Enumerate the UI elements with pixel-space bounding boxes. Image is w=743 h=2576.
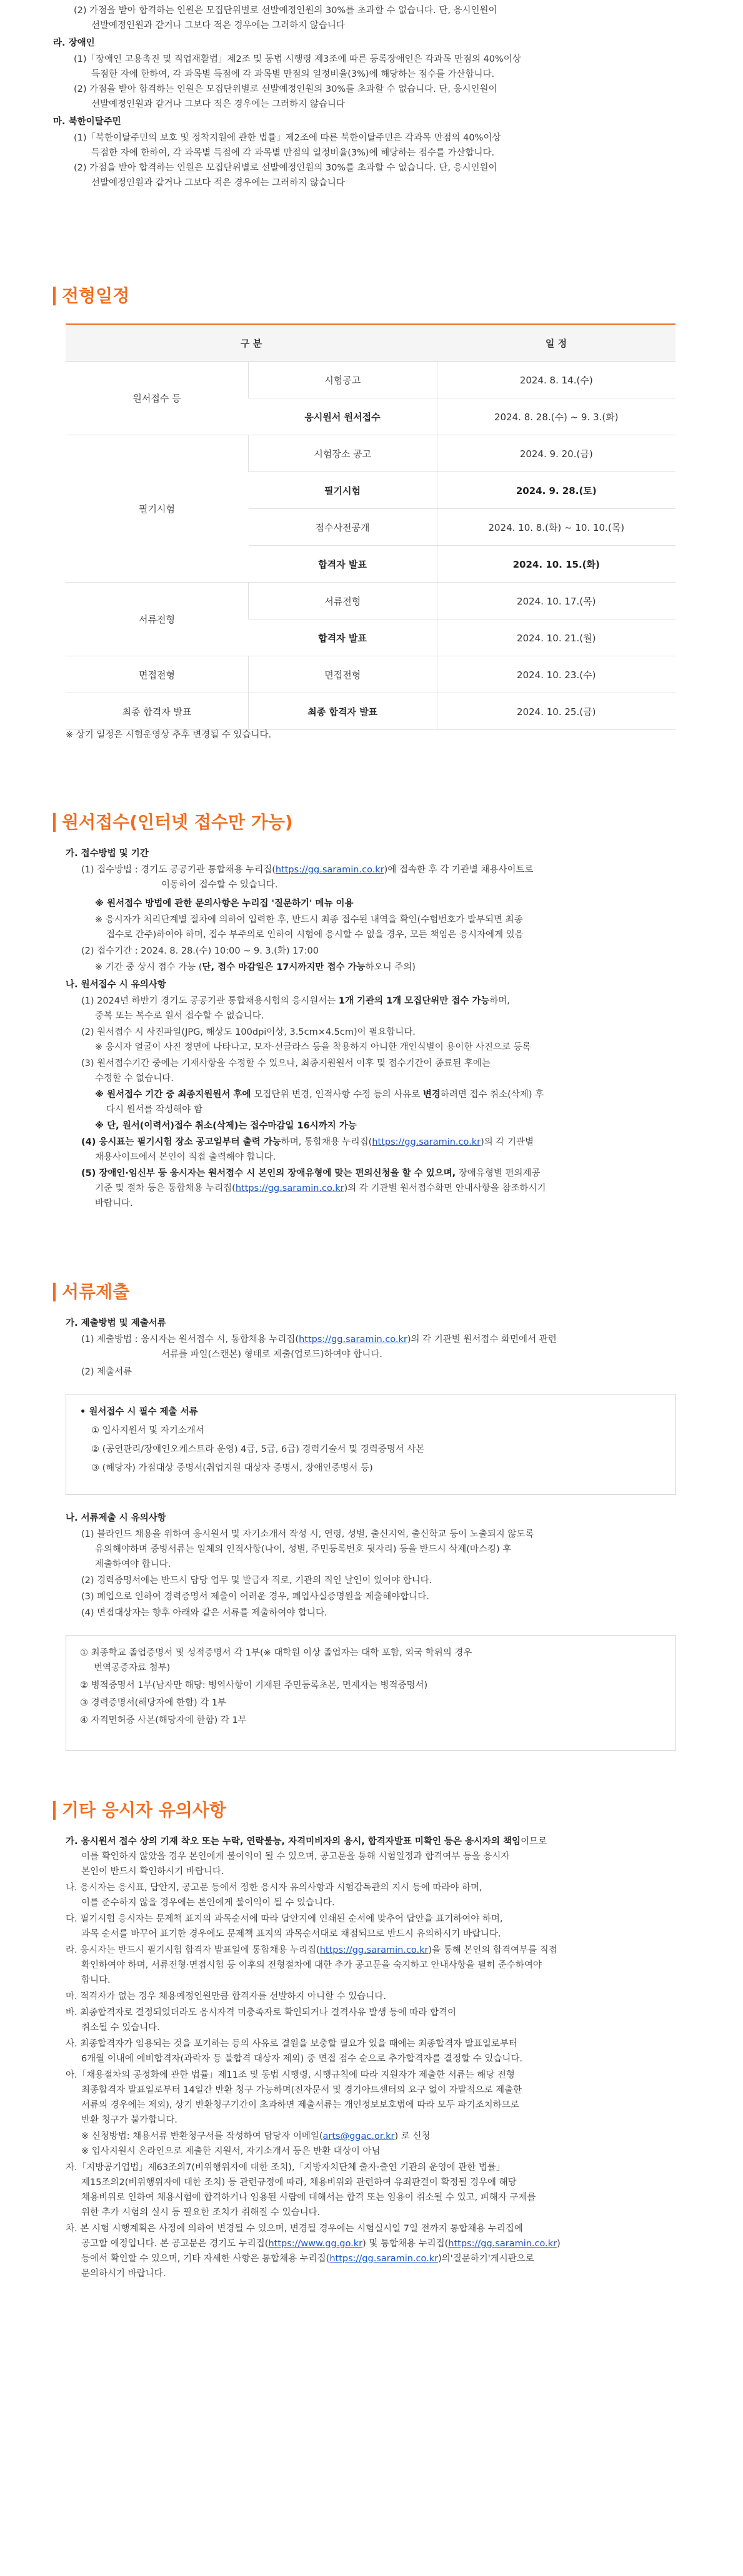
text-line: 채용비위로 인하여 채용시험에 합격하거나 임용된 사람에 대해서는 합격 또는 임용이 취소될 수 있고, 피해자 구제를 xyxy=(81,2193,536,2203)
list-item: ① 입사지원서 및 자기소개서 xyxy=(91,1426,204,1436)
text-line: (3) 폐업으로 인하여 경력증명서 제출이 어려운 경우, 폐업사실증명원을 제출해야합니다. xyxy=(81,1592,429,1602)
text-line: 이동하여 접수할 수 있습니다. xyxy=(161,880,278,890)
list-item: ② 병적증명서 1부(남자만 해당: 병역사항이 기재된 주민등록초본, 면제자는 병적증명서) xyxy=(80,1680,428,1690)
text-line: 사. 최종합격자가 임용되는 것을 포기하는 등의 사유로 결원을 보충할 필요가 있을 때에는 최종합격자 발표일로부터 xyxy=(66,2039,517,2049)
table-row xyxy=(66,362,676,398)
text-line: ※ 응시자가 처리단계별 절차에 의하여 입력한 후, 반드시 최종 접수된 내역을 확인(수험번호가 발부되면 최종 xyxy=(95,915,523,925)
text-line: (1) 블라인드 채용을 위하여 응시원서 및 자기소개서 작성 시, 연령, 성별, 출신지역, 출신학교 등이 노출되지 않도록 xyxy=(81,1529,534,1539)
section-title-other-notes: 기타 응시자 유의사항 xyxy=(53,1799,226,1822)
list-item: ③ 경력증명서(해당자에 한함) 각 1부 xyxy=(80,1698,227,1708)
table-cell-date: 2024. 9. 20.(금) xyxy=(437,435,676,472)
text-line: (4) 응시표는 필기시험 장소 공고일부터 출력 가능하며, 통합채용 누리집(https://gg.saramin.co.kr)의 각 기관별 xyxy=(81,1137,534,1147)
text-line: 선발예정인원과 같거나 그보다 적은 경우에는 그러하지 않습니다 xyxy=(91,178,345,188)
list-item: ④ 자격면허증 사본(해당자에 한함) 각 1부 xyxy=(80,1715,247,1725)
text-line: (2) 경력증명서에는 반드시 담당 업무 및 발급자 직로, 기관의 직인 날인이 있어야 합니다. xyxy=(81,1576,432,1586)
text-line: 선발예정인원과 같거나 그보다 적은 경우에는 그러하지 않습니다 xyxy=(91,99,345,109)
nuri-link[interactable]: https://gg.saramin.co.kr xyxy=(319,1945,429,1955)
list-item: ② (공연관리/장애인오케스트라 운영) 4급, 5급, 6급) 경력기술서 및 경력증명서 사본 xyxy=(91,1444,425,1454)
text-line: (1)「북한이탈주민의 보호 및 정착지원에 관한 법률」제2조에 따른 북한이탈주민은 각과목 만점의 40%이상 xyxy=(74,133,501,143)
table-cell-date: 2024. 8. 14.(수) xyxy=(437,362,676,398)
table-cell-item: 최종 합격자 발표 xyxy=(249,693,437,730)
table-cell-item: 합격자 발표 xyxy=(249,546,437,583)
text-line: 확인하여야 하며, 서류전형·면접시험 등 이후의 전형절차에 대한 추가 공고문을 숙지하고 안내사항을 필히 준수하여야 xyxy=(81,1960,542,1970)
table-cell-item: 시험공고 xyxy=(249,362,437,398)
table-cell-date: 2024. 10. 21.(월) xyxy=(437,619,676,656)
text-line: 선발예정인원과 같거나 그보다 적은 경우에는 그러하지 않습니다 xyxy=(91,21,345,31)
table-cell-group: 면접전형 xyxy=(66,656,249,693)
table-cell-item: 합격자 발표 xyxy=(249,619,437,656)
text-line: 접수로 간주)하여야 하며, 접수 부주의로 인하여 시험에 응시할 수 없을 경우, 모든 책임은 응시자에게 있음 xyxy=(106,930,524,940)
text-line: 가. 응시원서 접수 상의 기재 착오 또는 누락, 연락불능, 자격미비자의 응시, 합격자발표 미확인 등은 응시자의 책임이므로 xyxy=(66,1837,547,1847)
nuri-link[interactable]: https://gg.saramin.co.kr xyxy=(329,2254,439,2264)
text-line: 6개월 이내에 예비합격자(과락자 등 불합격 대상자 제외) 중 면접 점수 순으로 추가합격자를 결정할 수 있습니다. xyxy=(81,2054,522,2064)
text-line: 유의해야하며 증빙서류는 일체의 인적사항(나이, 성별, 주민등록번호 뒷자리) 등을 반드시 삭제(마스킹) 후 xyxy=(95,1544,512,1554)
text-line: 바. 최종합격자로 결정되었더라도 응시자격 미충족자로 확인되거나 결격사유 발생 등에 따라 합격이 xyxy=(66,2008,456,2018)
text-line: (2) 가점을 받아 합격하는 인원은 모집단위별로 선발예정인원의 30%를 초과할 수 없습니다. 단, 응시인원이 xyxy=(74,163,497,173)
table-cell-group: 서류전형 xyxy=(66,583,249,656)
text-line: 다시 원서를 작성해야 함 xyxy=(106,1105,202,1115)
section-title-documents: 서류제출 xyxy=(53,1280,129,1304)
note-bold: ※ 원서접수 방법에 관한 문의사항은 누리집 '질문하기' 메뉴 이용 xyxy=(95,899,354,909)
text-line: (4) 면접대상자는 향후 아래와 같은 서류를 제출하여야 합니다. xyxy=(81,1608,327,1618)
text-line: ※ 기간 중 상시 접수 가능 (단, 접수 마감일은 17시까지만 접수 가능하오니 주의) xyxy=(95,962,416,972)
list-item: 번역공증자료 첨부) xyxy=(94,1663,171,1673)
text-line: 차. 본 시험 시행계획은 사정에 의하여 변경될 수 있으며, 변경될 경우에는 시험실시일 7일 전까지 통합채용 누리집에 xyxy=(66,2224,523,2234)
text-line: (2) 가점을 받아 합격하는 인원은 모집단위별로 선발예정인원의 30%를 초과할 수 없습니다. 단, 응시인원이 xyxy=(74,84,497,94)
table-row xyxy=(66,656,676,693)
table-cell-date: 2024. 10. 17.(목) xyxy=(437,583,676,619)
gg-link[interactable]: https://www.gg.go.kr xyxy=(268,2239,363,2249)
text-line: 마. 적격자가 없는 경우 채용예정인원만큼 합격자를 선발하지 아니할 수 있습니다. xyxy=(66,1991,386,2001)
text-line: (2) 접수기간 : 2024. 8. 28.(수) 10:00 ~ 9. 3.(화) 17:00 xyxy=(81,946,319,956)
text-line: 채용사이트에서 본인이 직접 출력해야 합니다. xyxy=(95,1152,276,1162)
table-cell-group: 최종 합격자 발표 xyxy=(66,693,249,730)
section-title-schedule: 전형일정 xyxy=(53,284,129,308)
table-cell-date: 2024. 10. 23.(수) xyxy=(437,656,676,693)
subheading-disabled: 라. 장애인 xyxy=(53,38,95,48)
text-line: 아.「채용절차의 공정화에 관한 법률」제11조 및 동법 시행령, 시행규칙에 따라 지원자가 제출한 서류는 해당 전형 xyxy=(66,2070,515,2080)
table-cell-date: 2024. 8. 28.(수) ~ 9. 3.(화) xyxy=(437,398,676,435)
text-line: (1) 접수방법 : 경기도 공공기관 통합채용 누리집(https://gg.saramin.co.kr)에 접속한 후 각 기관별 채용사이트로 xyxy=(81,865,534,875)
table-cell-item: 시험장소 공고 xyxy=(249,435,437,472)
list-item: ① 최종학교 졸업증명서 및 성적증명서 각 1부(※ 대학원 이상 졸업자는 대학 포함, 외국 학위의 경우 xyxy=(80,1648,472,1658)
text-line: (2) 제출서류 xyxy=(81,1367,132,1377)
text-line: 득점한 자에 한하여, 각 과목별 득점에 각 과목별 만점의 일정비율(3%)에 해당하는 점수를 가산합니다. xyxy=(91,69,495,79)
text-line: (1) 제출방법 : 응시자는 원서접수 시, 통합채용 누리집(https://gg.saramin.co.kr)의 각 기관별 원서접수 화면에서 관련 xyxy=(81,1335,557,1345)
text-line: 본인이 반드시 확인하시기 바랍니다. xyxy=(81,1867,224,1877)
text-line: 위한 추가 시험의 실시 등 필요한 조치가 취해질 수 있습니다. xyxy=(81,2208,321,2218)
note-bold: ※ 단, 원서(이력서)접수 취소(삭제)는 접수마감일 16시까지 가능 xyxy=(95,1121,357,1131)
text-line: ※ 입사지원시 온라인으로 제출한 지원서, 자기소개서 등은 반환 대상이 아님 xyxy=(81,2146,381,2156)
table-cell-item: 서류전형 xyxy=(249,583,437,619)
table-cell-group: 원서접수 등 xyxy=(66,362,249,435)
subheading: 가. 제출방법 및 제출서류 xyxy=(66,1318,166,1328)
text-line: 반환 청구가 불가합니다. xyxy=(81,2115,177,2125)
table-row xyxy=(66,693,676,730)
text-line: ※ 원서접수 기간 중 최종지원원서 후에 모집단위 변경, 인적사항 수정 등의 사유로 변경하려면 접수 취소(삭제) 후 xyxy=(95,1090,544,1100)
text-line: (1) 2024년 하반기 경기도 공공기관 통합채용시험의 응시원서는 1개 기관의 1개 모집단위만 접수 가능하며, xyxy=(81,996,511,1006)
schedule-table xyxy=(66,323,676,730)
table-cell-item: 필기시험 xyxy=(249,472,437,509)
text-line: 이를 준수하지 않을 경우에는 본인에게 불이익이 될 수 있습니다. xyxy=(81,1898,335,1908)
text-line: 공고할 예정입니다. 본 공고문은 경기도 누리집(https://www.gg.go.kr) 및 통합채용 누리집(https://gg.saramin.co.kr) xyxy=(81,2239,561,2249)
subheading: 가. 접수방법 및 기간 xyxy=(66,849,149,859)
table-cell-item: 면접전형 xyxy=(249,656,437,693)
email-link[interactable]: arts@ggac.or.kr xyxy=(322,2131,395,2141)
text-line: (2) 가점을 받아 합격하는 인원은 모집단위별로 선발예정인원의 30%를 초과할 수 없습니다. 단, 응시인원이 xyxy=(74,6,497,16)
nuri-link[interactable]: https://gg.saramin.co.kr xyxy=(235,1183,344,1193)
text-line: 라. 응시자는 반드시 필기시험 합격자 발표일에 통합채용 누리집(https://gg.saramin.co.kr)을 통해 본인의 합격여부를 직접 xyxy=(66,1945,557,1955)
text-line: 취소될 수 있습니다. xyxy=(81,2023,160,2033)
nuri-link[interactable]: https://gg.saramin.co.kr xyxy=(299,1335,407,1345)
table-cell-date: 2024. 9. 28.(토) xyxy=(437,472,676,509)
text-line: (1)「장애인 고용촉진 및 직업재활법」제2조 및 동법 시행령 제3조에 따른 등록장애인은 각과목 만점의 40%이상 xyxy=(74,54,521,64)
text-line: (3) 원서접수기간 중에는 기재사항을 수정할 수 있으나, 최종지원원서 이후 및 접수기간이 종료된 후에는 xyxy=(81,1059,491,1068)
text-line: 제출하여야 합니다. xyxy=(95,1559,171,1569)
text-line: 다. 필기시험 응시자는 문제책 표지의 과목순서에 따라 답안지에 인쇄된 순서에 맞추어 답안을 표기하여야 하며, xyxy=(66,1914,503,1924)
text-line: 문의하시기 바랍니다. xyxy=(81,2269,166,2279)
subheading: 나. 서류제출 시 유의사항 xyxy=(66,1513,166,1523)
text-line: 득점한 자에 한하여, 각 과목별 득점에 각 과목별 만점의 일정비율(3%)에 해당하는 점수를 가산합니다. xyxy=(91,148,495,158)
nuri-link[interactable]: https://gg.saramin.co.kr xyxy=(372,1137,481,1147)
nuri-link[interactable]: https://gg.saramin.co.kr xyxy=(448,2239,557,2249)
text-line: (5) 장애인·임신부 등 응시자는 원서접수 시 본인의 장애유형에 맞는 편의신청을 할 수 있으며, 장애유형별 편의제공 xyxy=(81,1168,541,1178)
table-cell-group: 필기시험 xyxy=(66,435,249,583)
text-line: ※ 신청방법: 채용서류 반환청구서를 작성하여 담당자 이메일(arts@ggac.or.kr) 로 신청 xyxy=(81,2131,431,2141)
table-row xyxy=(66,583,676,619)
section-title-application: 원서접수(인터넷 접수만 가능) xyxy=(53,811,293,834)
text-line: 자.「지방공기업법」제63조의7(비위행위자에 대한 조치),「지방자치단체 출자·출연 기관의 운영에 관한 법률」 xyxy=(66,2163,506,2173)
text-line: 최종합격자 발표일로부터 14일간 반환 청구 가능하며(전자문서 및 경기아트센터의 요구 없이 자발적으로 제출한 xyxy=(81,2085,522,2095)
text-line: 수정할 수 없습니다. xyxy=(95,1073,174,1083)
subheading: 나. 원서접수 시 유의사항 xyxy=(66,980,166,990)
table-cell-date: 2024. 10. 25.(금) xyxy=(437,693,676,730)
text-line: 나. 응시자는 응시표, 답안지, 공고문 등에서 정한 응시자 유의사항과 시험감독관의 지시 등에 따라야 하며, xyxy=(66,1883,482,1893)
text-line: (2) 원서접수 시 사진파일(JPG, 해상도 100dpi이상, 3.5cm×4.5cm)이 필요합니다. xyxy=(81,1027,416,1037)
text-line: ※ 응시자 얼굴이 사진 정면에 나타나고, 모자·선글라스 등을 착용하지 아니한 개인식별이 용이한 사진으로 등록 xyxy=(95,1042,531,1052)
text-line: 바랍니다. xyxy=(95,1198,133,1208)
text-line: 제15조의2(비위행위자에 대한 조치) 등 관련규정에 따라, 채용비위와 관련하여 유죄판결이 확정될 경우에 해당 xyxy=(81,2178,517,2188)
text-line: 중복 또는 복수로 원서 접수할 수 없습니다. xyxy=(95,1011,264,1021)
box-title: • 원서접수 시 필수 제출 서류 xyxy=(80,1407,198,1417)
table-header-stage: 구 분 xyxy=(66,324,437,362)
text-line: 서류를 파일(스캔본) 형태로 제출(업로드)하여야 합니다. xyxy=(161,1350,382,1360)
table-cell-item: 응시원서 원서접수 xyxy=(249,398,437,435)
table-cell-item: 점수사전공개 xyxy=(249,509,437,546)
subheading-defectors: 마. 북한이탈주민 xyxy=(53,117,121,127)
table-cell-date: 2024. 10. 15.(화) xyxy=(437,546,676,583)
schedule-note: ※ 상기 일정은 시험운영상 추후 변경될 수 있습니다. xyxy=(66,730,272,740)
list-item: ③ (해당자) 가점대상 증명서(취업지원 대상자 증명서, 장애인증명서 등) xyxy=(91,1463,373,1473)
table-cell-date: 2024. 10. 8.(화) ~ 10. 10.(목) xyxy=(437,509,676,546)
table-row xyxy=(66,435,676,472)
text-line: 서류의 경우에는 제외), 상기 반환청구기간이 초과하면 제출서류는 개인정보보호법에 따라 모두 파기조치하므로 xyxy=(81,2100,519,2110)
text-line: 과목 순서를 바꾸어 표기한 경우에도 문제책 표지의 과목순서대로 채점되므로 반드시 유의하시기 바랍니다. xyxy=(81,1929,501,1939)
text-line: 합니다. xyxy=(81,1975,111,1985)
text-line: 이를 확인하지 않았을 경우 본인에게 불이익이 될 수 있으며, 공고문을 통해 시험일정과 합격여부 등을 응시자 xyxy=(81,1852,510,1862)
text-line: 등에서 확인할 수 있으며, 기타 자세한 사항은 통합채용 누리집(https://gg.saramin.co.kr)의'질문하기'게시판으로 xyxy=(81,2254,534,2264)
text-line: 기준 및 절차 등은 통합채용 누리집(https://gg.saramin.co.kr)의 각 기관별 원서접수화면 안내사항을 참조하시기 xyxy=(95,1183,546,1193)
table-header-date: 일 정 xyxy=(437,324,676,362)
nuri-link[interactable]: https://gg.saramin.co.kr xyxy=(275,865,384,875)
